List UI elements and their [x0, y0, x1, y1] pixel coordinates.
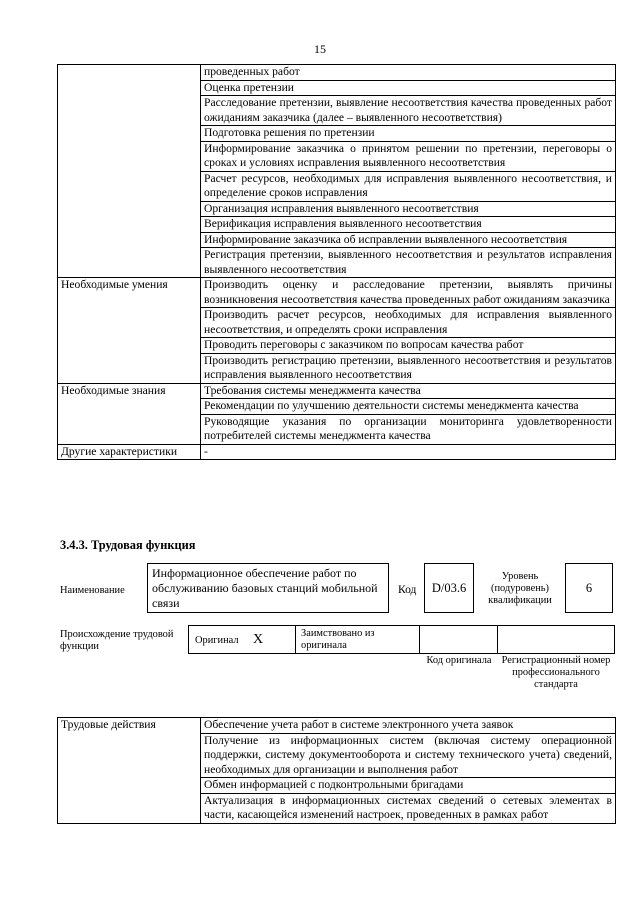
function-name: Информационное обеспечение работ по обслуживанию базовых станций мобильной связи	[152, 566, 378, 610]
table-row	[58, 383, 616, 399]
table-cell: Расчет ресурсов, необходимых для исправления выявленного несоответствия, и определение сроков исправления	[201, 171, 616, 201]
table-cell: Получение из информационных систем (включая систему операционной поддержки, систему документооборота и систему технического учета) сведений, необходимых для организации и выполнения работ	[201, 733, 616, 778]
table-cell: Производить расчет ресурсов, необходимых для исправления выявленного несоответствия, и определять сроки исправления	[201, 308, 616, 338]
code-label: Код	[398, 584, 417, 596]
row-label-other: Другие характеристики	[58, 444, 201, 460]
table-cell: Оценка претензии	[201, 80, 616, 96]
origin-label: Происхождение трудовой функции	[60, 629, 174, 652]
table-cell: Информирование заказчика об исправлении выявленного несоответствия	[201, 232, 616, 248]
table-cell: Актуализация в информационных системах сведений о сетевых элементах в части, касающейся изменений настроек, проведенных в рамках работ	[201, 793, 616, 823]
table-cell: Обеспечение учета работ в системе электронного учета заявок	[201, 718, 616, 734]
table-cell: Информирование заказчика о принятом решении по претензии, переговоры о сроках и условиях исправления выявленного несоответствия	[201, 141, 616, 171]
table-cell: Организация исправления выявленного несоответствия	[201, 201, 616, 217]
table-cell: Верификация исправления выявленного несоответствия	[201, 217, 616, 233]
table-cell: Подготовка решения по претензии	[201, 126, 616, 142]
reg-caption: Регистрационный номер профессионального стандарта	[501, 655, 611, 690]
original-label: Оригинал	[195, 635, 239, 646]
table-row	[58, 444, 616, 460]
table-cell: Регистрация претензии, выявленного несоответствия и результатов исправления выявленного несоответствия	[201, 248, 616, 278]
original-box	[188, 625, 296, 654]
table-cell: Требования системы менеджмента качества	[201, 383, 616, 399]
table-cell: Руководящие указания по организации мониторинга удовлетворенности потребителей системы менеджмента качества	[201, 414, 616, 444]
section-title: 3.4.3. Трудовая функция	[60, 538, 196, 552]
origin-code-box	[419, 625, 498, 654]
name-label: Наименование	[60, 585, 125, 596]
level-value-box	[565, 563, 613, 613]
borrowed-box	[295, 625, 420, 654]
table-cell: Производить оценку и расследование претензии, выявлять причины возникновения несоответствия качества проведенных работ ожиданиям заказчика	[201, 278, 616, 308]
borrowed-label: Заимствовано из оригинала	[301, 628, 375, 651]
table-cell: Обмен информацией с подконтрольными бригадами	[201, 778, 616, 794]
table-cell: Расследование претензии, выявление несоответствия качества проведенных работ ожиданиям заказчика (далее – выявленного несоответствия)	[201, 96, 616, 126]
level-label: Уровень (подуровень) квалификации	[488, 571, 552, 606]
table-row	[58, 718, 616, 734]
table-row	[58, 65, 616, 81]
table-cell: проведенных работ	[201, 65, 616, 81]
table-cell: Производить регистрацию претензии, выявленного несоответствия и результатов исправления выявленного несоответствия	[201, 353, 616, 383]
row-label-actions: Трудовые действия	[58, 718, 201, 824]
table-cell: Рекомендации по улучшению деятельности системы менеджмента качества	[201, 399, 616, 415]
row-label-skills: Необходимые умения	[58, 278, 201, 384]
table-row	[58, 278, 616, 308]
row-label-knowledge: Необходимые знания	[58, 383, 201, 444]
table-cell: Проводить переговоры с заказчиком по вопросам качества работ	[201, 338, 616, 354]
code-caption: Код оригинала	[426, 655, 492, 666]
reg-number-box	[497, 625, 615, 654]
code-value-box	[424, 563, 474, 613]
name-value-box	[147, 563, 389, 613]
actions-table	[57, 717, 616, 824]
code-value: D/03.6	[431, 581, 467, 595]
row-label	[58, 65, 201, 278]
original-mark: X	[253, 632, 264, 647]
page-number: 15	[314, 42, 326, 56]
level-value: 6	[585, 581, 593, 595]
table-cell: -	[201, 444, 616, 460]
competence-table	[57, 64, 616, 460]
